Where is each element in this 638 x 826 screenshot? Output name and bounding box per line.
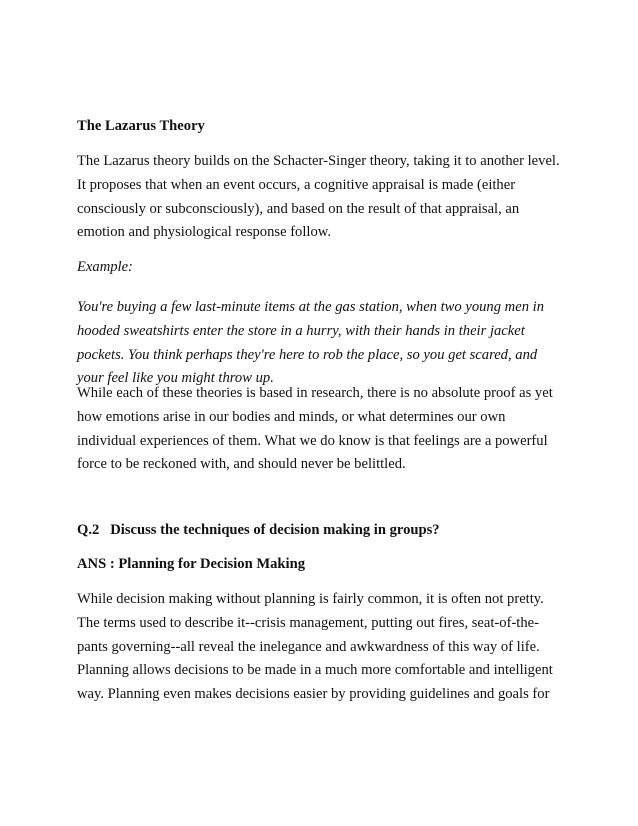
paragraph-decision-planning <box>77 588 577 707</box>
paragraph-example <box>77 296 577 391</box>
text-line: pockets. You think perhaps they're here to rob the place, so you get scared, and <box>77 346 538 363</box>
section-heading-lazarus-theory: The Lazarus Theory <box>77 118 205 134</box>
question-heading: Q.2 Discuss the techniques of decision making in groups? <box>77 522 440 538</box>
text-line: how emotions arise in our bodies and minds, or what determines our own <box>77 408 506 425</box>
text-line: force to be reckoned with, and should never be belittled. <box>77 456 406 473</box>
text-line: You're buying a few last-minute items at the gas station, when two young men in <box>77 299 544 315</box>
text-line: While decision making without planning is fairly common, it is often not pretty. <box>77 591 544 607</box>
paragraph-lazarus-intro <box>77 150 577 245</box>
text-line: The terms used to describe it--crisis management, putting out fires, seat-of-the- <box>77 614 539 631</box>
text-line: While each of these theories is based in research, there is no absolute proof as yet <box>77 385 553 401</box>
text-line: individual experiences of them. What we do know is that feelings are a powerful <box>77 432 548 449</box>
text-line: The Lazarus theory builds on the Schacter-Singer theory, taking it to another level. <box>77 153 560 169</box>
text-line: Planning allows decisions to be made in a much more comfortable and intelligent <box>77 662 553 679</box>
text-line: your feel like you might throw up. <box>77 370 274 387</box>
text-line: Example: <box>77 259 133 275</box>
paragraph-theories-conclusion <box>77 382 577 477</box>
answer-heading: ANS : Planning for Decision Making <box>77 556 305 572</box>
text-line: It proposes that when an event occurs, a cognitive appraisal is made (either <box>77 176 516 193</box>
example-label <box>77 256 577 280</box>
text-line: pants governing--all reveal the inelegance and awkwardness of this way of life. <box>77 638 540 655</box>
text-line: consciously or subconsciously), and based on the result of that appraisal, an <box>77 200 520 217</box>
text-line: way. Planning even makes decisions easier by providing guidelines and goals for <box>77 686 550 703</box>
text-line: hooded sweatshirts enter the store in a hurry, with their hands in their jacket <box>77 322 525 339</box>
text-line: emotion and physiological response follow. <box>77 224 331 241</box>
